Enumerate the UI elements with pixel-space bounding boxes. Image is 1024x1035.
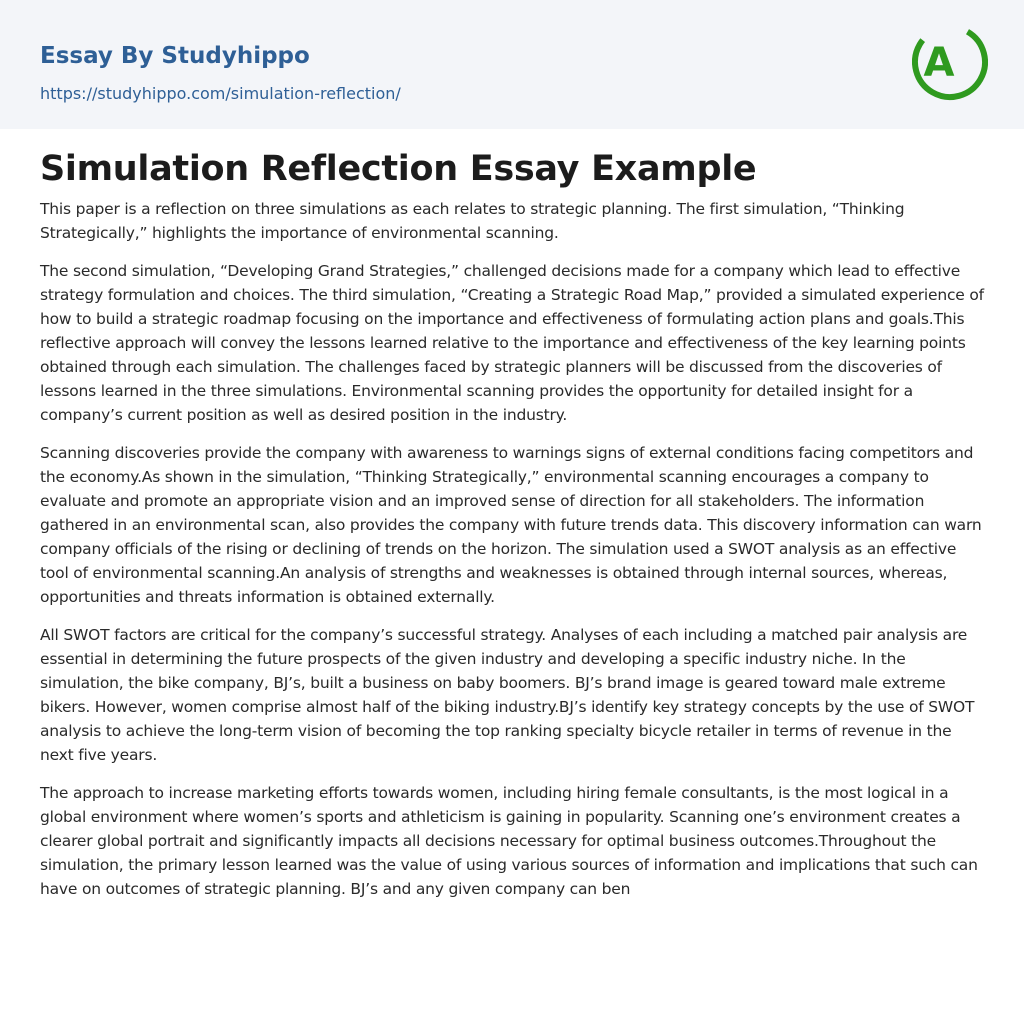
article-paragraph: Scanning discoveries provide the company with awareness to warnings signs of external conditions facing competitors and the economy.As shown in the simulation, “Thinking Strategically,” environmental scanning encourages a company to evaluate and promote an appropriate vision and an improved sense of direction for all stakeholders. The information gathered in an environmental scan, also provides the company with future trends data. This discovery information can warn company officials of the rising or declining of trends on the horizon. The simulation used a SWOT analysis as an effective tool of environmental scanning.An analysis of strengths and weaknesses is obtained through internal sources, whereas, opportunities and threats information is obtained externally. — [40, 444, 982, 606]
site-name[interactable]: Essay By Studyhippo — [40, 43, 310, 69]
article — [0, 129, 1024, 901]
article-title: Simulation Reflection Essay Example — [40, 149, 757, 189]
article-paragraph: This paper is a reflection on three simulations as each relates to strategic planning. The first simulation, “Thinking Strategically,” highlights the importance of environmental scanning. — [40, 200, 905, 242]
site-header — [0, 0, 1024, 129]
article-paragraph: All SWOT factors are critical for the company’s successful strategy. Analyses of each including a matched pair analysis are essential in determining the future prospects of the given industry and developing a specific industry niche. In the simulation, the bike company, BJ’s, built a business on baby boomers. BJ’s brand image is geared toward male extreme bikers. However, women comprise almost half of the biking industry.BJ’s identify key strategy concepts by the use of SWOT analysis to achieve the long-term vision of becoming the top ranking specialty bicycle retailer in terms of revenue in the next five years. — [40, 626, 975, 764]
studyhippo-logo-icon[interactable] — [912, 18, 988, 106]
article-paragraph: The second simulation, “Developing Grand Strategies,” challenged decisions made for a company which lead to effective strategy formulation and choices. The third simulation, “Creating a Strategic Road Map,” provided a simulated experience of how to build a strategic roadmap focusing on the importance and effectiveness of formulating action plans and goals.This reflective approach will convey the lessons learned relative to the importance and effectiveness of the key learning points obtained through each simulation. The challenges faced by strategic planners will be discussed from the discoveries of lessons learned in the three simulations. Environmental scanning provides the opportunity for detailed insight for a company’s current position as well as desired position in the industry. — [40, 262, 984, 424]
logo-letter: A — [923, 40, 955, 86]
article-paragraph: The approach to increase marketing efforts towards women, including hiring female consultants, is the most logical in a global environment where women’s sports and athleticism is gaining in popularity. Scanning one’s environment creates a clearer global portrait and significantly impacts all decisions necessary for optimal business outcomes.Throughout the simulation, the primary lesson learned was the value of using various sources of information and implications that such can have on outcomes of strategic planning. BJ’s and any given company can ben — [40, 784, 978, 898]
page-url-link[interactable]: https://studyhippo.com/simulation-reflection/ — [40, 84, 401, 103]
